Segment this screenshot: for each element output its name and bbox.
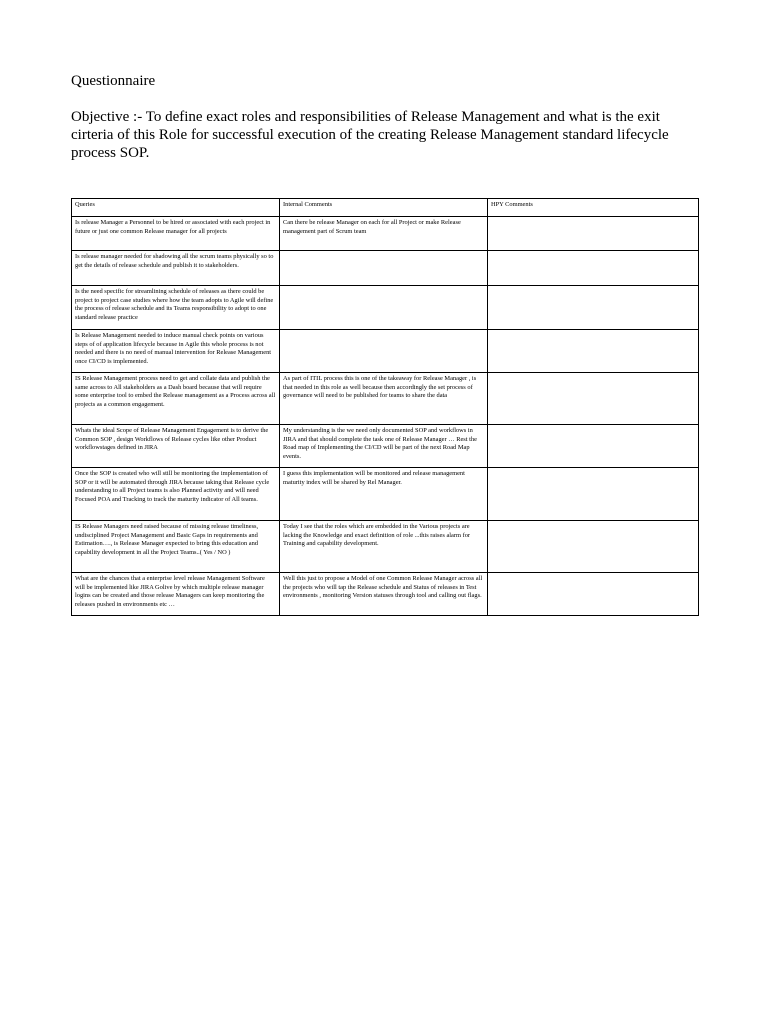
table-row <box>72 425 699 468</box>
header-internal-comments: Internal Comments <box>280 199 488 217</box>
query-cell: Is release Manager a Personnel to be hired or associated with each project in future or just one common Release manager for all projects <box>72 217 280 251</box>
query-cell: Whats the ideal Scope of Release Management Engagement is to derive the Common SOP , design Workflows of Release cycles like other Product workflowstages defined in JIRA <box>72 425 280 468</box>
table-row <box>72 521 699 573</box>
query-cell: Is Release Management needed to induce manual check points on various steps of of application lifecycle because in Agile this whole process is not needed and there is no need of manual intervention for Release Management once CI/CD is implemented. <box>72 330 280 373</box>
hpy-comment-cell <box>488 286 699 330</box>
table-row <box>72 286 699 330</box>
query-cell: Once the SOP is created who will still be monitoring the implementation of SOP or it will be automated through JIRA because taking that Release cycle understanding to all Project teams is also Planned activity and will need Focused POA and Tracking to track the maturity indicator of All teams. <box>72 468 280 521</box>
hpy-comment-cell <box>488 217 699 251</box>
hpy-comment-cell <box>488 521 699 573</box>
hpy-comment-cell <box>488 468 699 521</box>
hpy-comment-cell <box>488 373 699 425</box>
internal-comment-cell <box>280 330 488 373</box>
document-title: Questionnaire <box>71 73 156 89</box>
internal-comment-cell: As part of ITIL process this is one of the takeaway for Release Manager , is that needed in this role as well because then accordingly the set process of governance will need to be published for teams to share the data <box>280 373 488 425</box>
query-cell: What are the chances that a enterprise level release Management Software will be implemented like JIRA Golive by which multiple release manager logins can be created and those release Managers can keep monitoring the releases pushed in environments etc … <box>72 573 280 616</box>
query-cell: IS Release Management process need to get and collate data and publish the same across to All stakeholders as a Dash board because that will require some enterprise tool to embed the Release management as a Process across all projects as a common engagement. <box>72 373 280 425</box>
internal-comment-cell: Can there be release Manager on each for all Project or make Release management part of Scrum team <box>280 217 488 251</box>
internal-comment-cell <box>280 251 488 286</box>
hpy-comment-cell <box>488 251 699 286</box>
internal-comment-cell: Today I see that the roles which are embedded in the Various projects are lacking the Knowledge and exact definition of role ...this raises alarm for Training and capability development. <box>280 521 488 573</box>
table-header-row <box>72 199 699 217</box>
table-row <box>72 251 699 286</box>
table-row <box>72 373 699 425</box>
table-row <box>72 330 699 373</box>
table-row <box>72 573 699 616</box>
query-cell: Is the need specific for streamlining schedule of releases as there could be project to project case studies where how the team adopts to Agile will define the process of release schedule and its Teams responsibility to adopt to one standard release practice <box>72 286 280 330</box>
objective-paragraph: Objective :- To define exact roles and responsibilities of Release Management and what is the exit cirteria of this Role for successful execution of the creating Release Management standard lifecycle process SOP. <box>71 109 669 161</box>
query-cell: IS Release Managers need raised because of missing release timeliness, undisciplined Project Management and Basic Gaps in requirements and Estimation…., is Release Manager expected to bring this education and capability development in all the Project Teams..( Yes / NO ) <box>72 521 280 573</box>
internal-comment-cell <box>280 286 488 330</box>
table-row <box>72 217 699 251</box>
internal-comment-cell: Well this just to propose a Model of one Common Release Manager across all the projects who will tap the Release schedule and Status of releases in Test environments , monitoring Version statuses through tool and calling out flags. <box>280 573 488 616</box>
table-row <box>72 468 699 521</box>
questionnaire-table <box>71 198 699 616</box>
header-hpy-comments: HPY Comments <box>488 199 699 217</box>
internal-comment-cell: I guess this implementation will be monitored and release management maturity index will be shared by Rel Manager. <box>280 468 488 521</box>
internal-comment-cell: My understanding is the we need only documented SOP and workflows in JIRA and that should complete the task one of Release Manager … Rest the Road map of Implementing the CI/CD will be part of the next Road Map events. <box>280 425 488 468</box>
hpy-comment-cell <box>488 330 699 373</box>
hpy-comment-cell <box>488 425 699 468</box>
header-queries: Queries <box>72 199 280 217</box>
query-cell: Is release manager needed for shadowing all the scrum teams physically so to get the details of release schedule and publish it to stakeholders. <box>72 251 280 286</box>
hpy-comment-cell <box>488 573 699 616</box>
